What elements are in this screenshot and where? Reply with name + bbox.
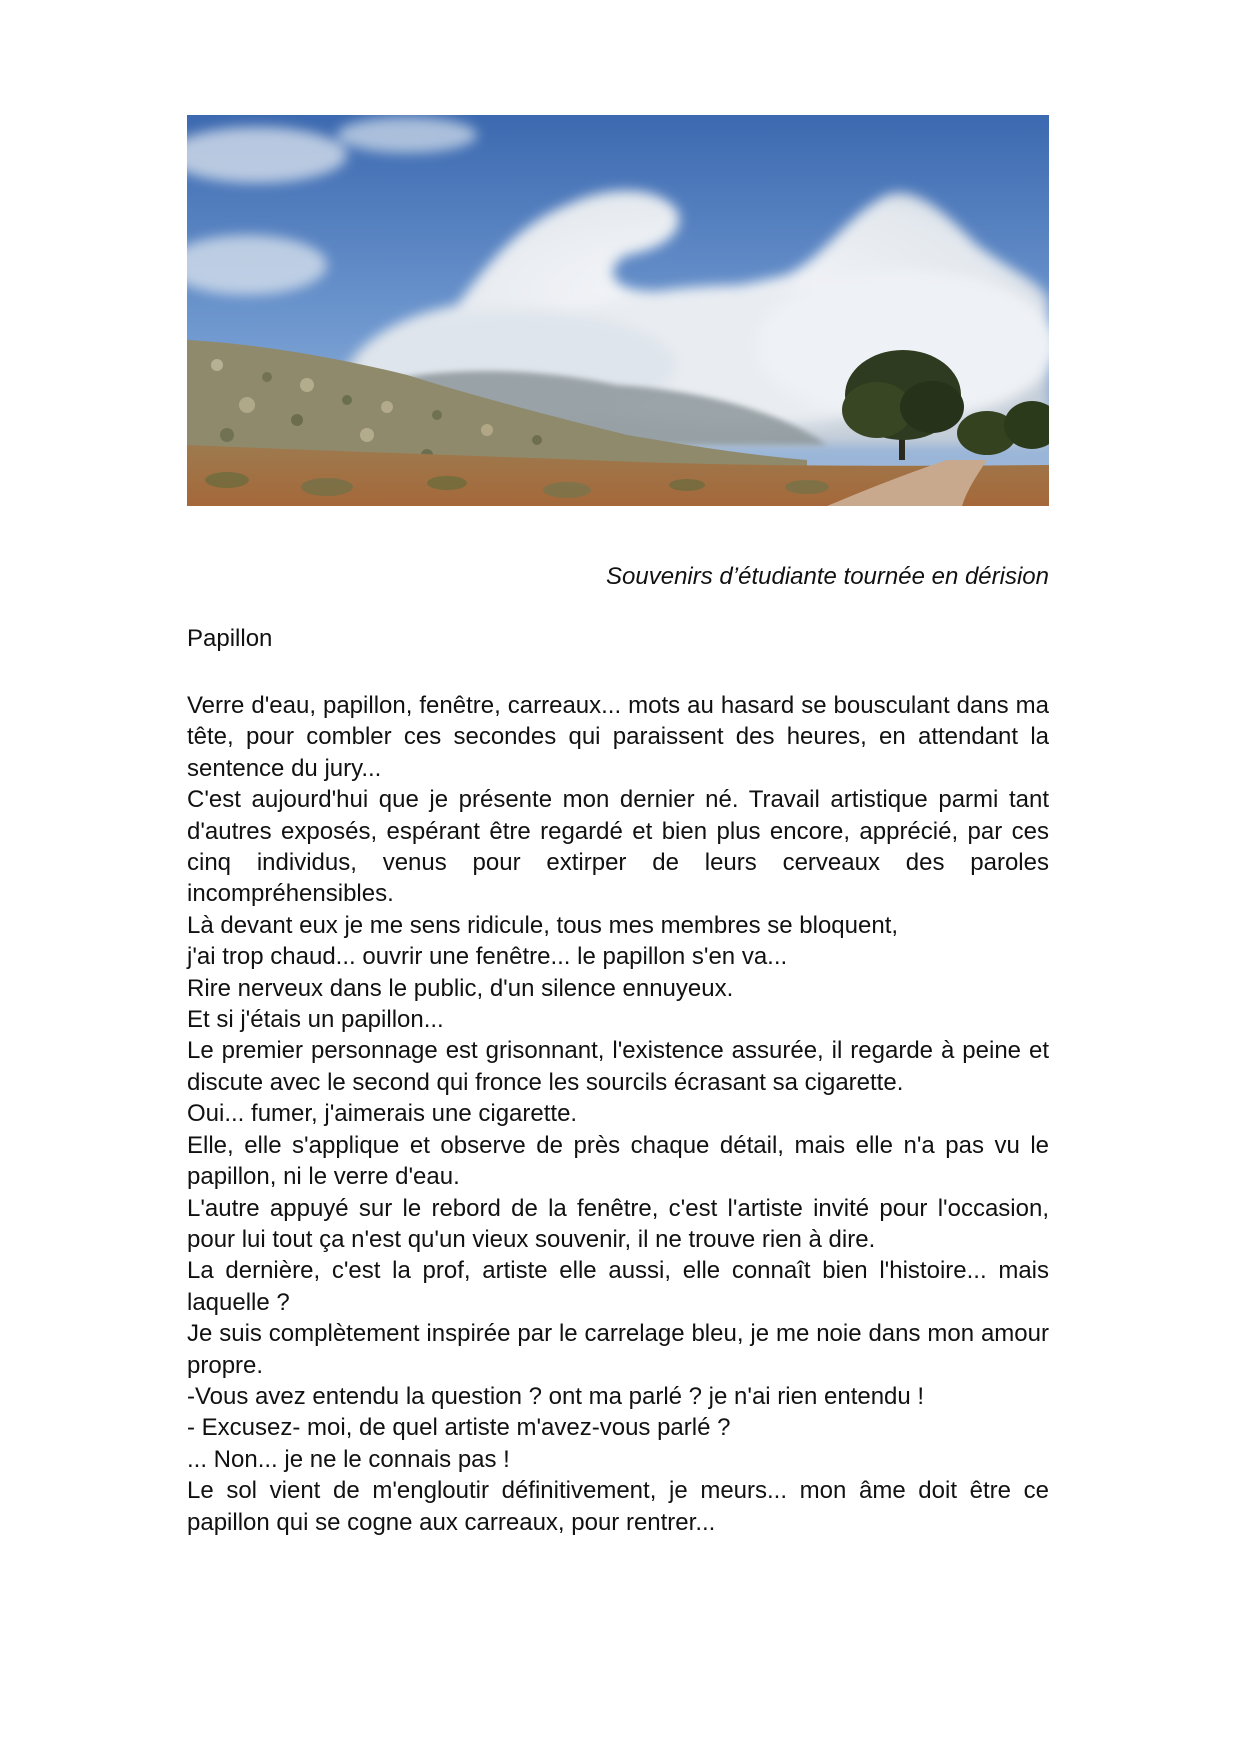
paragraph: Et si j'étais un papillon...	[187, 1006, 444, 1034]
paragraph: ... Non... je ne le connais pas !	[187, 1445, 510, 1473]
paragraph: -Vous avez entendu la question ? ont ma parlé ? je n'ai rien entendu !	[187, 1382, 925, 1410]
paragraph: Verre d'eau, papillon, fenêtre, carreaux... mots au hasard se bousculant dans ma tête, pour combler ces secondes qui paraissent des heures, en attendant la sentence du jury...	[187, 692, 1049, 782]
paragraph: Là devant eux je me sens ridicule, tous mes membres se bloquent,	[187, 911, 899, 939]
paragraph: La dernière, c'est la prof, artiste elle aussi, elle connaît bien l'histoire... mais laquelle ?	[187, 1257, 1049, 1316]
paragraph: Oui... fumer, j'aimerais une cigarette.	[187, 1100, 578, 1128]
paragraph: L'autre appuyé sur le rebord de la fenêtre, c'est l'artiste invité pour l'occasion, pour lui tout ça n'est qu'un vieux souvenir, il ne trouve rien à dire.	[187, 1194, 1049, 1253]
landscape-photo	[187, 115, 1049, 506]
story-body	[187, 690, 1049, 1538]
landscape-illustration	[187, 115, 1049, 506]
paragraph: C'est aujourd'hui que je présente mon dernier né. Travail artistique parmi tant d'autres exposés, espérant être regardé et bien plus encore, apprécié, par ces cinq individus, venus pour extirper de leurs cerveaux des paroles incompréhensibles.	[187, 786, 1049, 908]
subtitle: Souvenirs d’étudiante tournée en dérision	[606, 563, 1049, 590]
paragraph: - Excusez- moi, de quel artiste m'avez-vous parlé ?	[187, 1414, 731, 1442]
paragraph: j'ai trop chaud... ouvrir une fenêtre... le papillon s'en va...	[187, 943, 788, 971]
paragraph: Je suis complètement inspirée par le carrelage bleu, je me noie dans mon amour propre.	[187, 1320, 1049, 1379]
paragraph: Rire nerveux dans le public, d'un silence ennuyeux.	[187, 974, 734, 1002]
paragraph: Le sol vient de m'engloutir définitivement, je meurs... mon âme doit être ce papillon qui se cogne aux carreaux, pour rentrer...	[187, 1477, 1049, 1536]
paragraph: Le premier personnage est grisonnant, l'existence assurée, il regarde à peine et discute avec le second qui fronce les sourcils écrasant sa cigarette.	[187, 1037, 1049, 1096]
story-title: Papillon	[187, 625, 273, 652]
paragraph: Elle, elle s'applique et observe de près chaque détail, mais elle n'a pas vu le papillon, ni le verre d'eau.	[187, 1131, 1049, 1191]
